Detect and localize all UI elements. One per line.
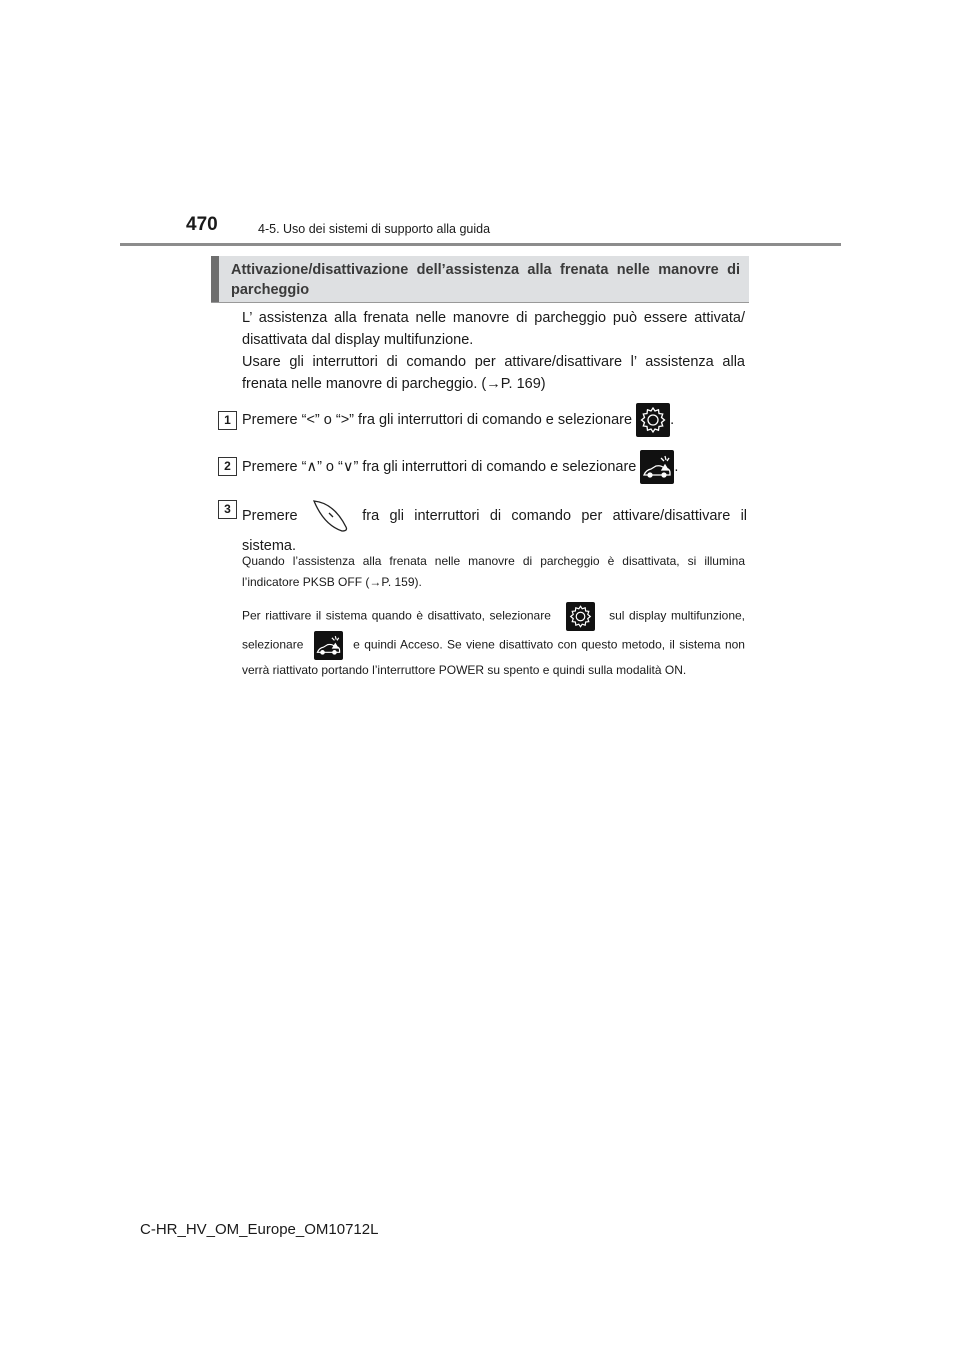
step-2	[242, 450, 747, 484]
step-number-2: 2	[218, 457, 237, 476]
note-2-part-c: e quindi Acceso. Se viene disattivato con questo metodo, il sistema non verrà riattivato portando l’interruttore POWER su spento e quindi sulla modalità ON.	[242, 637, 745, 677]
step-2-end: .	[674, 458, 679, 475]
step-1-end: .	[670, 411, 675, 428]
step-1	[242, 403, 747, 437]
document-code: C-HR_HV_OM_Europe_OM10712L	[140, 1221, 379, 1238]
page-number: 470	[186, 214, 218, 235]
note-2-part-b: sul display multifunzione, selezionare	[242, 608, 745, 652]
note-reactivate	[242, 602, 745, 681]
step-3	[242, 497, 747, 557]
step-3-pre: Premere	[242, 507, 298, 524]
header-rule	[120, 243, 841, 246]
subsection-rule	[211, 302, 749, 303]
step-1-text: Premere “<” o “>” fra gli interruttori di comando e selezionare	[242, 411, 633, 428]
gear-icon	[636, 403, 670, 437]
car-warning-icon	[640, 450, 674, 484]
intro-line: L’ assistenza alla frenata nelle manovre di parcheggio può essere attivata/	[242, 310, 745, 326]
step-number-1: 1	[218, 411, 237, 430]
subsection-title: Attivazione/disattivazione dell’assistenza alla frenata nelle manovre di parcheggio	[231, 262, 740, 298]
intro-paragraph	[242, 307, 745, 395]
note-pksb-off: Quando l’assistenza alla frenata nelle manovre di parcheggio è disattivata, si illumina l’indicatore PKSB OFF (→P. 159).	[242, 554, 745, 589]
car-warning-icon	[314, 631, 343, 660]
step-2-text: Premere “∧” o “∨” fra gli interruttori di comando e selezionare	[242, 458, 637, 475]
step-number-3: 3	[218, 500, 237, 519]
intro-line: disattivata dal display multifunzione.	[242, 332, 474, 348]
intro-line: Usare gli interruttori di comando per attivare/disattivare l’ assistenza alla	[242, 354, 745, 370]
step-3-text: fra gli interruttori di comando per attivare/disattivare il sistema.	[242, 507, 748, 554]
subsection-heading	[211, 256, 749, 302]
intro-line: frenata nelle manovre di parcheggio. (→P. 169)	[242, 376, 546, 392]
gear-icon	[566, 602, 595, 631]
note-2-part-a: Per riattivare il sistema quando è disattivato, selezionare	[242, 608, 551, 623]
ok-switch-icon	[308, 497, 352, 535]
section-title: 4-5. Uso dei sistemi di supporto alla guida	[258, 222, 491, 236]
